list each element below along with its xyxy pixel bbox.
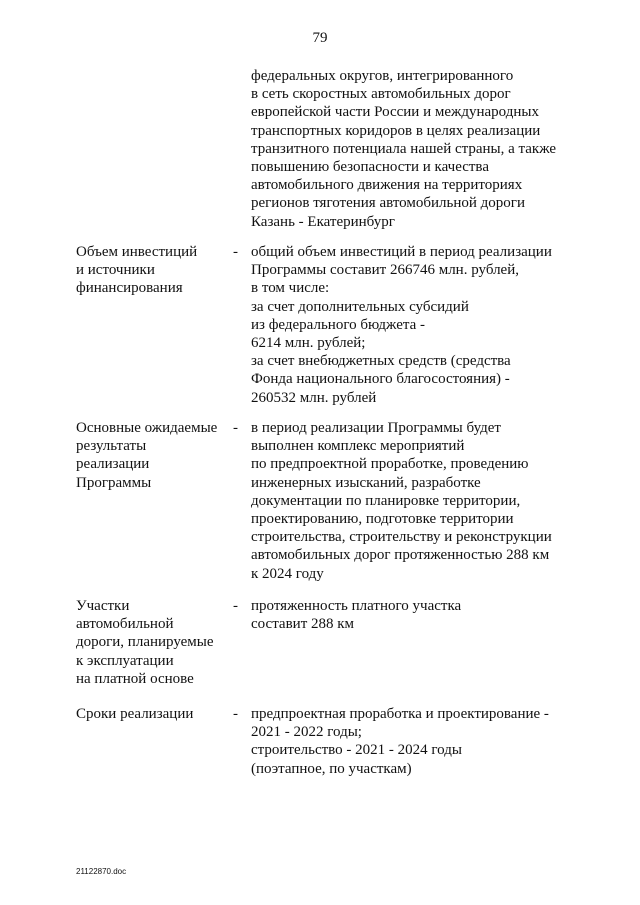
text-line: в том числе: bbox=[251, 280, 330, 297]
text-line: 2021 - 2022 годы; bbox=[251, 724, 362, 741]
text-line: составит 288 км bbox=[251, 616, 355, 633]
section-label-timeline bbox=[76, 705, 236, 723]
label-line: Объем инвестиций bbox=[76, 244, 198, 260]
text-line: в период реализации Программы будет bbox=[251, 420, 501, 436]
text-line: строительство - 2021 - 2024 годы bbox=[251, 742, 462, 759]
label-line: и источники bbox=[76, 262, 155, 279]
text-line: федеральных округов, интегрированного bbox=[251, 68, 514, 84]
text-line: за счет дополнительных субсидий bbox=[251, 298, 469, 315]
text-line: 6214 млн. рублей; bbox=[251, 335, 366, 352]
section-dash: - bbox=[233, 706, 238, 722]
label-line: автомобильной bbox=[76, 616, 174, 633]
label-line: Участки bbox=[76, 598, 130, 614]
text-line: к 2024 году bbox=[251, 565, 324, 582]
text-line: документации по планировке территории, bbox=[251, 492, 521, 509]
label-line: результаты bbox=[76, 438, 147, 455]
label-line: финансирования bbox=[76, 280, 183, 297]
text-line: Казань - Екатеринбург bbox=[251, 213, 395, 230]
label-line: к эксплуатации bbox=[76, 652, 174, 669]
section-dash: - bbox=[233, 244, 238, 260]
text-line: транзитного потенциала нашей страны, а также bbox=[251, 140, 557, 157]
text-line: проектированию, подготовке территории bbox=[251, 511, 514, 528]
text-line: (поэтапное, по участкам) bbox=[251, 760, 412, 777]
text-line: автомобильных дорог протяженностью 288 км bbox=[251, 547, 550, 564]
section-label-investment bbox=[76, 243, 236, 298]
section-value-investment bbox=[251, 243, 581, 407]
text-line: Фонда национального благосостояния) - bbox=[251, 371, 510, 388]
text-line: инженерных изысканий, разработке bbox=[251, 474, 481, 491]
text-line: Программы составит 266746 млн. рублей, bbox=[251, 262, 519, 279]
section-value-toll-sections bbox=[251, 597, 581, 633]
text-line: в сеть скоростных автомобильных дорог bbox=[251, 86, 511, 103]
page-number: 79 bbox=[312, 30, 328, 46]
text-line: из федерального бюджета - bbox=[251, 316, 426, 333]
text-line: автомобильного движения на территориях bbox=[251, 177, 523, 194]
label-line: Сроки реализации bbox=[76, 706, 194, 722]
text-line: по предпроектной проработке, проведению bbox=[251, 456, 529, 473]
label-line: дороги, планируемые bbox=[76, 634, 214, 651]
text-line: 260532 млн. рублей bbox=[251, 389, 377, 406]
section-dash: - bbox=[233, 420, 238, 436]
label-line: на платной основе bbox=[76, 670, 194, 687]
text-line: европейской части России и международных bbox=[251, 104, 539, 121]
footer-filename: 21122870.doc bbox=[76, 867, 127, 876]
text-line: выполнен комплекс мероприятий bbox=[251, 438, 465, 455]
text-line: протяженность платного участка bbox=[251, 598, 462, 614]
intro-text bbox=[251, 67, 581, 231]
section-value-timeline bbox=[251, 705, 581, 778]
section-label-toll-sections bbox=[76, 597, 236, 688]
text-line: предпроектная проработка и проектирование - bbox=[251, 706, 549, 722]
section-dash: - bbox=[233, 598, 238, 614]
label-line: реализации bbox=[76, 456, 150, 473]
text-line: регионов тяготения автомобильной дороги bbox=[251, 195, 525, 212]
text-line: транспортных коридоров в целях реализации bbox=[251, 122, 541, 139]
text-line: повышению безопасности и качества bbox=[251, 159, 489, 176]
text-line: общий объем инвестиций в период реализации bbox=[251, 244, 552, 260]
label-line: Программы bbox=[76, 474, 152, 491]
text-line: строительства, строительству и реконструкции bbox=[251, 529, 552, 546]
text-line: за счет внебюджетных средств (средства bbox=[251, 353, 511, 370]
label-line: Основные ожидаемые bbox=[76, 420, 218, 436]
section-label-results bbox=[76, 419, 236, 492]
section-value-results bbox=[251, 419, 581, 583]
